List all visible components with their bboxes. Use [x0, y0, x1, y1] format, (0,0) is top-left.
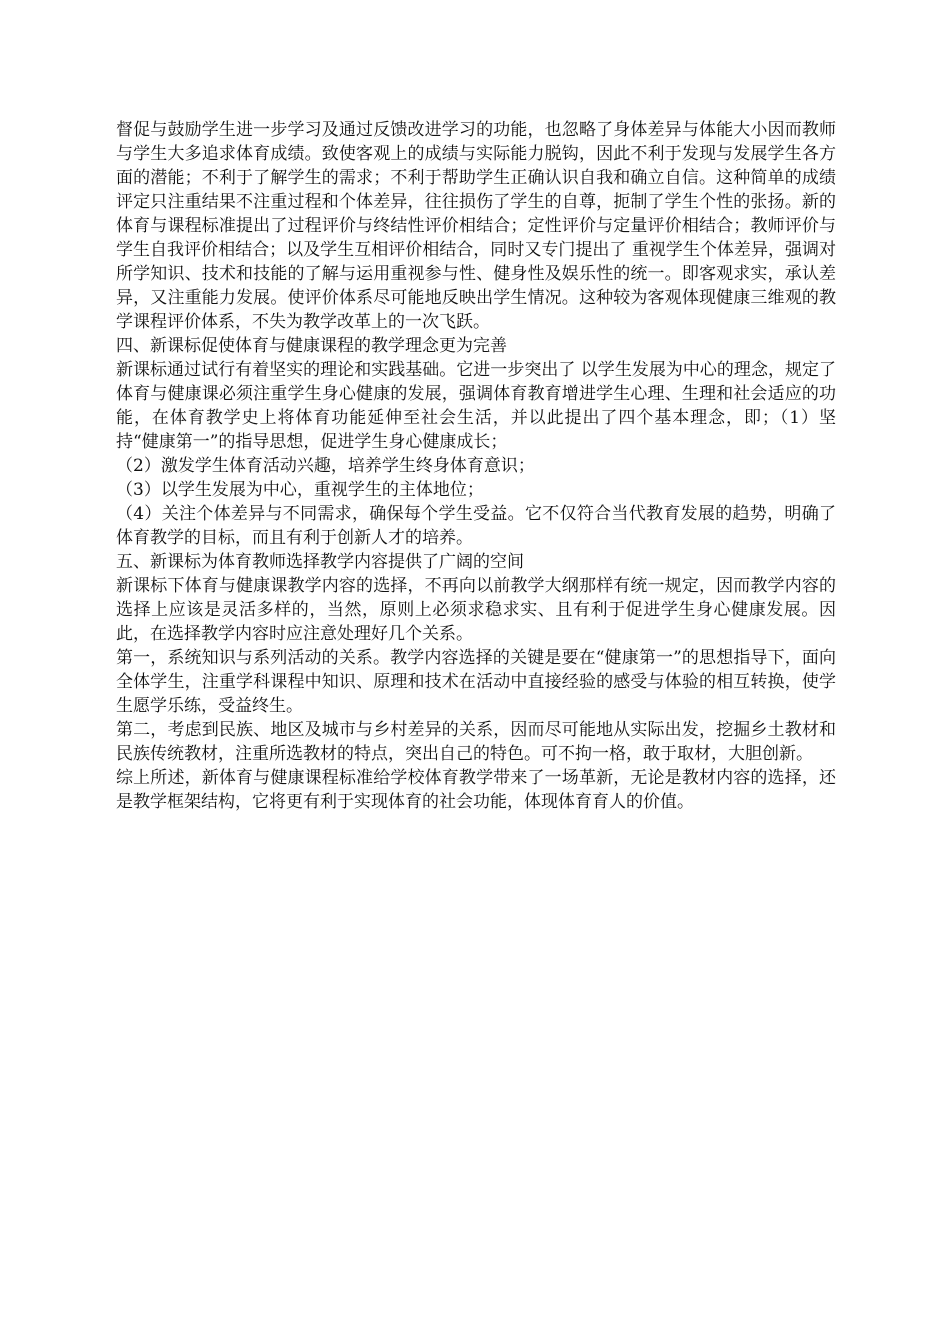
list-item-concept-4: （4）关注个体差异与不同需求，确保每个学生受益。它不仅符合当代教育发展的趋势，明确了体育教学的目标，而且有利于创新人才的培养。 — [116, 504, 836, 548]
heading-section-four: 四、新课标促使体育与健康课程的教学理念更为完善 — [116, 336, 507, 356]
list-item-concept-2: （2）激发学生体育活动兴趣，培养学生终身体育意识； — [116, 456, 535, 476]
paragraph-content-selection: 新课标下体育与健康课教学内容的选择，不再向以前教学大纲那样有统一规定，因而教学内容的选择上应该是灵活多样的，当然，原则上必须求稳求实、且有利于促进学生身心健康发展。因此，在选择教学内容时应注意处理好几个关系。 — [116, 576, 836, 644]
document-body — [116, 118, 836, 814]
paragraph-evaluation: 督促与鼓励学生进一步学习及通过反馈改进学习的功能，也忽略了身体差异与体能大小因而教师与学生大多追求体育成绩。致使客观上的成绩与实际能力脱钩，因此不利于发现与发展学生各方面的潜能；不利于了解学生的需求；不利于帮助学生正确认识自我和确立自信。这种简单的成绩评定只注重结果不注重过程和个体差异，往往损伤了学生的自尊，扼制了学生个性的张扬。新的体育与课程标准提出了过程评价与终结性评价相结合；定性评价与定量评价相结合；教师评价与学生自我评价相结合；以及学生互相评价相结合，同时又专门提出了 重视学生个体差异，强调对所学知识、技术和技能的了解与运用重视参与性、健身性及娱乐性的统一。即客观求实，承认差异，又注重能力发展。使评价体系尽可能地反映出学生情况。这种较为客观体现健康三维观的教学课程评价体系，不失为教学改革上的一次飞跃。 — [116, 120, 836, 332]
paragraph-first-relation: 第一，系统知识与系列活动的关系。教学内容选择的关键是要在“健康第一”的思想指导下，面向全体学生，注重学科课程中知识、原理和技术在活动中直接经验的感受与体验的相互转换，使学生愿学乐练，受益终生。 — [116, 648, 836, 716]
paragraph-second-relation: 第二，考虑到民族、地区及城市与乡村差异的关系，因而尽可能地从实际出发，挖掘乡土教材和民族传统教材，注重所选教材的特点，突出自己的特色。可不拘一格，敢于取材，大胆创新。 — [116, 720, 836, 764]
paragraph-conclusion: 综上所述，新体育与健康课程标准给学校体育教学带来了一场革新，无论是教材内容的选择，还是教学框架结构，它将更有利于实现体育的社会功能，体现体育育人的价值。 — [116, 768, 836, 812]
heading-section-five: 五、新课标为体育教师选择教学内容提供了广阔的空间 — [116, 552, 524, 572]
paragraph-teaching-concepts: 新课标通过试行有着坚实的理论和实践基础。它进一步突出了 以学生发展为中心的理念，规定了体育与健康课必须注重学生身心健康的发展，强调体育教育增进学生心理、生理和社会适应的功能，在体育教学史上将体育功能延伸至社会生活，并以此提出了四个基本理念，即；（1）坚持“健康第一”的指导思想，促进学生身心健康成长； — [116, 360, 836, 452]
list-item-concept-3: （3）以学生发展为中心，重视学生的主体地位； — [116, 480, 484, 500]
